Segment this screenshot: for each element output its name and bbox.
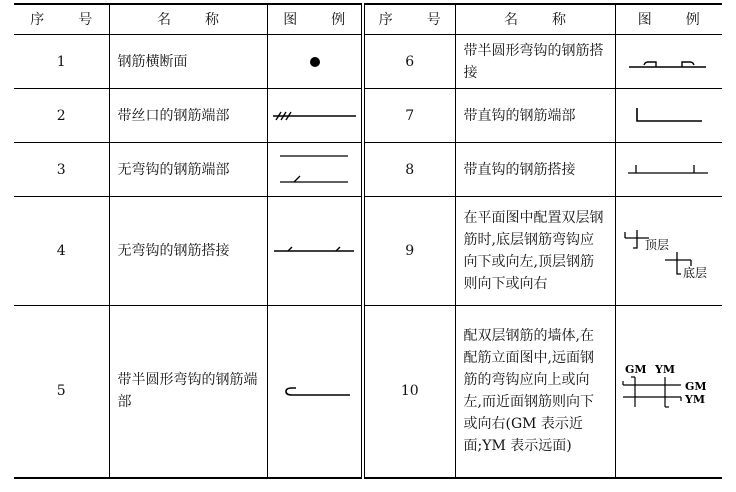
figure-cell: [267, 35, 363, 89]
figure-cell: [267, 89, 363, 143]
figure-cell: [615, 35, 722, 89]
row-number: 7: [363, 89, 455, 143]
figure-cell: [267, 306, 363, 478]
figure-cell: [615, 89, 722, 143]
figure-cell: [267, 143, 363, 197]
row-number: 10: [363, 306, 455, 478]
figure-cell: [615, 306, 722, 478]
row-number: 5: [14, 306, 109, 478]
double-layer-plan-symbol: [619, 216, 719, 286]
plain-end-symbol: [270, 150, 358, 190]
svg-text:底层: 底层: [682, 266, 707, 280]
row-name: 无弯钩的钢筋搭接: [109, 197, 267, 306]
row-name: 配双层钢筋的墙体,在配筋立面图中,远面钢筋的弯钩应向上或向左,而近面钢筋则向下或向右(GM 表示近面;YM 表示远面): [455, 306, 615, 478]
header-row: [14, 4, 722, 35]
straight-hook-lap-symbol: [624, 155, 714, 185]
row-name: 带丝口的钢筋端部: [109, 89, 267, 143]
row-number: 3: [14, 143, 109, 197]
straight-hook-end-symbol: [624, 101, 714, 131]
header-seq: 序 号: [14, 4, 109, 35]
header-seq-right: 序 号: [363, 4, 455, 35]
plain-lap-symbol: [270, 236, 358, 266]
row-name: 带半圆形弯钩的钢筋搭接: [455, 35, 615, 89]
table-row: [14, 197, 722, 306]
header-figure-right: 图 例: [615, 4, 722, 35]
figure-cell: [615, 197, 722, 306]
table-row: [14, 306, 722, 478]
table-row: [14, 143, 722, 197]
row-number: 4: [14, 197, 109, 306]
figure-cell: [267, 197, 363, 306]
header-name-right: 名 称: [455, 4, 615, 35]
rebar-legend-table: [14, 3, 722, 479]
double-layer-wall-symbol: [619, 361, 719, 421]
header-name: 名 称: [109, 4, 267, 35]
table-row: [14, 89, 722, 143]
figure-cell: [615, 143, 722, 197]
row-name: 带半圆形弯钩的钢筋端部: [109, 306, 267, 478]
svg-text:GM: GM: [684, 380, 707, 394]
svg-text:顶层: 顶层: [644, 238, 669, 252]
threaded-end-symbol: [270, 101, 358, 131]
row-number: 6: [363, 35, 455, 89]
svg-text:YM: YM: [654, 363, 675, 377]
row-name: 带直钩的钢筋搭接: [455, 143, 615, 197]
row-number: 9: [363, 197, 455, 306]
svg-text:YM: YM: [684, 393, 705, 407]
row-name: 在平面图中配置双层钢筋时,底层钢筋弯钩应向下或向左,顶层钢筋则向下或向右: [455, 197, 615, 306]
row-number: 1: [14, 35, 109, 89]
header-figure: 图 例: [267, 4, 363, 35]
rebar-cross-section-symbol: [274, 47, 354, 77]
row-number: 8: [363, 143, 455, 197]
svg-text:GM: GM: [624, 363, 647, 377]
row-name: 钢筋横断面: [109, 35, 267, 89]
semicircular-hook-lap-symbol: [624, 47, 714, 77]
row-number: 2: [14, 89, 109, 143]
semicircular-hook-end-symbol: [270, 376, 358, 406]
row-name: 无弯钩的钢筋端部: [109, 143, 267, 197]
table-row: [14, 35, 722, 89]
row-name: 带直钩的钢筋端部: [455, 89, 615, 143]
